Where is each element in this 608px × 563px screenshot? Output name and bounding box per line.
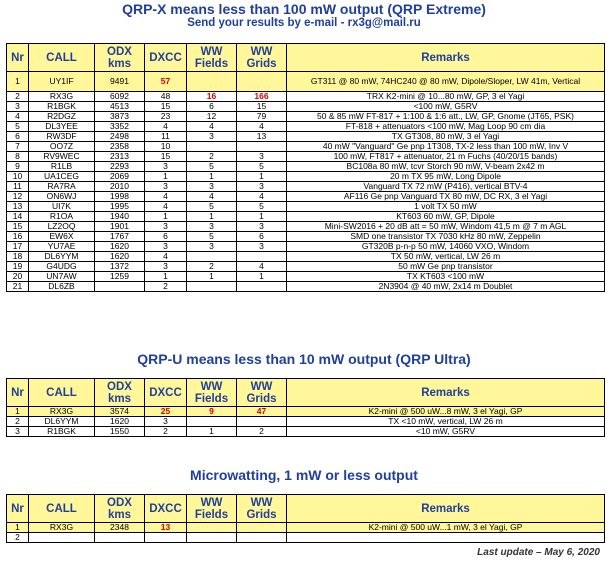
table-cell: 166 bbox=[237, 92, 287, 102]
table-cell: 3 bbox=[145, 222, 187, 232]
table-cell: 21 bbox=[7, 282, 29, 292]
table-cell: TX <10 mW, vertical, LW 26 m bbox=[287, 417, 605, 427]
table-cell: 1 bbox=[237, 212, 287, 222]
column-header: ODX kms bbox=[95, 495, 145, 523]
table-cell: 5 bbox=[237, 202, 287, 212]
table-cell: 3 bbox=[237, 242, 287, 252]
table-cell: 2 bbox=[7, 417, 29, 427]
table-cell: 57 bbox=[145, 72, 187, 92]
table-cell: 2 bbox=[7, 92, 29, 102]
table-row bbox=[7, 162, 605, 172]
table-cell: 2358 bbox=[95, 142, 145, 152]
table-cell: 15 bbox=[237, 102, 287, 112]
column-header: WW Grids bbox=[237, 44, 287, 72]
table-cell: 2348 bbox=[95, 523, 145, 533]
table-cell: 1 bbox=[145, 272, 187, 282]
table-row bbox=[7, 182, 605, 192]
table-cell: 4 bbox=[187, 192, 237, 202]
column-header: ODX kms bbox=[95, 44, 145, 72]
table-row bbox=[7, 417, 605, 427]
table-cell: R1OA bbox=[29, 212, 95, 222]
table-cell bbox=[29, 533, 95, 543]
table-cell: 4 bbox=[145, 192, 187, 202]
table-cell bbox=[187, 533, 237, 543]
table-cell: 13 bbox=[145, 523, 187, 533]
column-header: CALL bbox=[29, 495, 95, 523]
table-cell: Mini-SW2016 + 20 dB att = 50 mW, Windom 41,5 m @ 7 m AGL bbox=[287, 222, 605, 232]
table-cell: 12 bbox=[7, 192, 29, 202]
table-cell: 2069 bbox=[95, 172, 145, 182]
table-cell: 3 bbox=[145, 162, 187, 172]
table-cell: 15 bbox=[7, 222, 29, 232]
table-cell: EW6X bbox=[29, 232, 95, 242]
table-cell: 1767 bbox=[95, 232, 145, 242]
table-cell bbox=[287, 533, 605, 543]
table-cell: 2293 bbox=[95, 162, 145, 172]
table-cell bbox=[237, 523, 287, 533]
table-cell bbox=[237, 142, 287, 152]
table-cell bbox=[95, 282, 145, 292]
table-cell: 1 volt TX 50 mW bbox=[287, 202, 605, 212]
table-cell: 6 bbox=[7, 132, 29, 142]
table-cell: 1620 bbox=[95, 252, 145, 262]
table-cell: 5 bbox=[187, 232, 237, 242]
table-cell: 23 bbox=[145, 112, 187, 122]
column-header: DXCC bbox=[145, 44, 187, 72]
table-cell: 1 bbox=[145, 212, 187, 222]
table-cell: G4UDG bbox=[29, 262, 95, 272]
table-cell: 3 bbox=[7, 427, 29, 437]
table-row bbox=[7, 523, 605, 533]
table-row bbox=[7, 112, 605, 122]
table-row bbox=[7, 407, 605, 417]
table-cell: 8 bbox=[7, 152, 29, 162]
table-cell: K2-mini @ 500 uW...1 mW, 3 el Yagi, GP bbox=[287, 523, 605, 533]
table-cell: 2 bbox=[145, 427, 187, 437]
table-cell: 2313 bbox=[95, 152, 145, 162]
table-cell: 15 bbox=[145, 102, 187, 112]
table-cell bbox=[187, 523, 237, 533]
table-cell: TRX K2-mini @ 10...80 mW, GP, 3 el Yagi bbox=[287, 92, 605, 102]
table-cell: 1 bbox=[7, 407, 29, 417]
table-cell: 5 bbox=[187, 162, 237, 172]
column-header: Remarks bbox=[287, 495, 605, 523]
table-row bbox=[7, 172, 605, 182]
table-cell: 5 bbox=[187, 202, 237, 212]
table-cell: BC108a 80 mW, tcvr Storch 90 mW, V-beam 2x42 m bbox=[287, 162, 605, 172]
table-cell: 20 bbox=[7, 272, 29, 282]
table-cell: 5 bbox=[7, 122, 29, 132]
table-cell: 3873 bbox=[95, 112, 145, 122]
table-cell: UI7K bbox=[29, 202, 95, 212]
table-cell: 2 bbox=[7, 533, 29, 543]
table-cell: 3 bbox=[7, 102, 29, 112]
table-cell: 9 bbox=[187, 407, 237, 417]
table-cell: UA1CEG bbox=[29, 172, 95, 182]
table-cell: 4 bbox=[145, 252, 187, 262]
column-header: Nr bbox=[7, 44, 29, 72]
header-row bbox=[7, 44, 605, 72]
table-cell: 4513 bbox=[95, 102, 145, 112]
table-cell: 4 bbox=[7, 112, 29, 122]
table-cell: YU7AE bbox=[29, 242, 95, 252]
qrpu-table bbox=[6, 378, 605, 437]
qrpu-title: QRP-U means less than 10 mW output (QRP Ultra) bbox=[137, 351, 471, 367]
table-cell: 12 bbox=[187, 112, 237, 122]
column-header: WW Fields bbox=[187, 379, 237, 407]
last-update: Last update – May 6, 2020 bbox=[477, 547, 600, 558]
table-cell: 47 bbox=[237, 407, 287, 417]
table-cell: 3574 bbox=[95, 407, 145, 417]
table-cell: 1 bbox=[187, 272, 237, 282]
table-cell: TX GT308, 80 mW, 3 el Yagi bbox=[287, 132, 605, 142]
table-row bbox=[7, 262, 605, 272]
table-cell: 50 & 85 mW FT-817 + 1:100 & 1:6 att., LW, GP, Gnome (JT65, PSK) bbox=[287, 112, 605, 122]
qrpx-subtitle: Send your results by e-mail - rx3g@mail.ru bbox=[187, 17, 421, 29]
table-cell: 9 bbox=[7, 162, 29, 172]
table-cell: DL6ZB bbox=[29, 282, 95, 292]
table-cell: 2498 bbox=[95, 132, 145, 142]
table-cell bbox=[237, 252, 287, 262]
table-cell: 48 bbox=[145, 92, 187, 102]
table-cell: R2DGZ bbox=[29, 112, 95, 122]
table-cell: Vanguard TX 72 mW (P416), vertical BTV-4 bbox=[287, 182, 605, 192]
table-row bbox=[7, 222, 605, 232]
table-cell: 15 bbox=[145, 152, 187, 162]
table-cell: 1995 bbox=[95, 202, 145, 212]
table-cell bbox=[187, 142, 237, 152]
table-cell: TX KT603 <100 mW bbox=[287, 272, 605, 282]
table-cell: 1 bbox=[237, 272, 287, 282]
table-cell: RW3DF bbox=[29, 132, 95, 142]
table-cell: 4 bbox=[237, 122, 287, 132]
table-cell: 50 mW Ge pnp transistor bbox=[287, 262, 605, 272]
table-cell: 10 bbox=[7, 172, 29, 182]
table-cell: UY1IF bbox=[29, 72, 95, 92]
table-cell: <10 mW, G5RV bbox=[287, 427, 605, 437]
table-cell: 3 bbox=[145, 262, 187, 272]
column-header: ODX kms bbox=[95, 379, 145, 407]
table-cell: AF116 Ge pnp Vanguard TX 80 mW, DC RX, 3 el Yagi bbox=[287, 192, 605, 202]
table-cell: 2 bbox=[187, 152, 237, 162]
table-cell: OO7Z bbox=[29, 142, 95, 152]
table-cell: 3 bbox=[237, 152, 287, 162]
micro-table bbox=[6, 494, 605, 543]
table-cell: 3 bbox=[145, 182, 187, 192]
table-cell: 1998 bbox=[95, 192, 145, 202]
table-cell: 2N3904 @ 40 mW, 2x14 m Doublet bbox=[287, 282, 605, 292]
table-cell: RX3G bbox=[29, 407, 95, 417]
column-header: Nr bbox=[7, 495, 29, 523]
column-header: DXCC bbox=[145, 495, 187, 523]
table-cell: FT-818 + attenuators <100 mW, Mag Loop 90 cm dia bbox=[287, 122, 605, 132]
table-cell: UN7AW bbox=[29, 272, 95, 282]
table-row bbox=[7, 232, 605, 242]
table-cell: 100 mW, FT817 + attenuator, 21 m Fuchs (40/20/15 bands) bbox=[287, 152, 605, 162]
table-row bbox=[7, 132, 605, 142]
table-cell: R1BGK bbox=[29, 102, 95, 112]
table-cell: 5 bbox=[237, 162, 287, 172]
qrpx-title: QRP-X means less than 100 mW output (QRP Extreme) bbox=[122, 1, 486, 17]
table-cell: 4 bbox=[187, 122, 237, 132]
table-cell: 4 bbox=[237, 262, 287, 272]
table-cell bbox=[237, 417, 287, 427]
table-row bbox=[7, 72, 605, 92]
table-cell: 3 bbox=[237, 222, 287, 232]
column-header: WW Fields bbox=[187, 44, 237, 72]
table-cell: 1 bbox=[145, 172, 187, 182]
table-row bbox=[7, 152, 605, 162]
table-cell: SMD one transistor TX 7030 kHz 80 mW, Zeppelin bbox=[287, 232, 605, 242]
table-cell: 2 bbox=[187, 262, 237, 272]
table-row bbox=[7, 242, 605, 252]
table-cell: TX 50 mW, vertical, LW 26 m bbox=[287, 252, 605, 262]
table-cell: RA7RA bbox=[29, 182, 95, 192]
table-cell: 17 bbox=[7, 242, 29, 252]
table-cell: 9491 bbox=[95, 72, 145, 92]
table-row bbox=[7, 202, 605, 212]
table-cell: 18 bbox=[7, 252, 29, 262]
table-cell bbox=[187, 417, 237, 427]
table-cell: <100 mW, G5RV bbox=[287, 102, 605, 112]
table-cell: 4 bbox=[237, 192, 287, 202]
table-row bbox=[7, 142, 605, 152]
table-cell: 1620 bbox=[95, 417, 145, 427]
table-cell: KT603 60 mW, GP, Dipole bbox=[287, 212, 605, 222]
table-cell: K2-mini @ 500 uW...8 mW, 3 el Yagi, GP bbox=[287, 407, 605, 417]
table-cell: 6 bbox=[145, 232, 187, 242]
column-header: WW Fields bbox=[187, 495, 237, 523]
table-cell: 3 bbox=[237, 182, 287, 192]
table-row bbox=[7, 122, 605, 132]
table-cell: 11 bbox=[7, 182, 29, 192]
table-cell: R1BGK bbox=[29, 427, 95, 437]
table-cell: GT311 @ 80 mW, 74HC240 @ 80 mW, Dipole/Sloper, LW 41m, Vertical bbox=[287, 72, 605, 92]
table-cell: 3 bbox=[145, 242, 187, 252]
table-cell: 16 bbox=[187, 92, 237, 102]
table-row bbox=[7, 92, 605, 102]
table-cell: 3 bbox=[187, 222, 237, 232]
table-cell bbox=[237, 282, 287, 292]
table-cell: 1 bbox=[187, 172, 237, 182]
column-header: CALL bbox=[29, 379, 95, 407]
table-cell bbox=[237, 72, 287, 92]
table-cell: RV9WEC bbox=[29, 152, 95, 162]
table-cell: 1901 bbox=[95, 222, 145, 232]
table-cell: GT320B p-n-p 50 mW, 14060 VXO, Windom bbox=[287, 242, 605, 252]
table-cell: 1 bbox=[187, 427, 237, 437]
table-cell: 10 bbox=[145, 142, 187, 152]
micro-title: Microwatting, 1 mW or less output bbox=[190, 467, 418, 483]
table-cell: 1620 bbox=[95, 242, 145, 252]
table-cell: 14 bbox=[7, 212, 29, 222]
table-cell: 1550 bbox=[95, 427, 145, 437]
table-cell: 20 m TX 95 mW, Long Dipole bbox=[287, 172, 605, 182]
column-header: CALL bbox=[29, 44, 95, 72]
table-cell: 3352 bbox=[95, 122, 145, 132]
qrpx-table bbox=[6, 43, 605, 292]
table-cell bbox=[187, 72, 237, 92]
table-cell bbox=[187, 282, 237, 292]
table-cell: 1 bbox=[237, 172, 287, 182]
table-cell bbox=[95, 533, 145, 543]
column-header: WW Grids bbox=[237, 495, 287, 523]
table-cell: 19 bbox=[7, 262, 29, 272]
table-cell: DL6YYM bbox=[29, 417, 95, 427]
table-cell: 3 bbox=[187, 182, 237, 192]
table-row bbox=[7, 192, 605, 202]
table-row bbox=[7, 102, 605, 112]
column-header: WW Grids bbox=[237, 379, 287, 407]
table-cell: 1259 bbox=[95, 272, 145, 282]
table-cell: DL6YYM bbox=[29, 252, 95, 262]
table-cell: 1 bbox=[7, 523, 29, 533]
table-cell: ON6WJ bbox=[29, 192, 95, 202]
table-cell bbox=[187, 252, 237, 262]
table-cell: 16 bbox=[7, 232, 29, 242]
table-cell: 25 bbox=[145, 407, 187, 417]
table-cell: 6092 bbox=[95, 92, 145, 102]
table-cell: 1 bbox=[7, 72, 29, 92]
column-header: Remarks bbox=[287, 379, 605, 407]
table-row bbox=[7, 533, 605, 543]
table-cell: 3 bbox=[145, 417, 187, 427]
header-row bbox=[7, 379, 605, 407]
table-row bbox=[7, 427, 605, 437]
table-cell: 40 mW "Vanguard" Ge pnp 1T308, TX-2 less than 100 mW, Inv V bbox=[287, 142, 605, 152]
table-cell: 2 bbox=[145, 282, 187, 292]
table-cell: 4 bbox=[145, 122, 187, 132]
table-cell: 79 bbox=[237, 112, 287, 122]
table-row bbox=[7, 252, 605, 262]
table-cell: 3 bbox=[187, 242, 237, 252]
table-cell: 3 bbox=[187, 132, 237, 142]
table-cell: 4 bbox=[145, 202, 187, 212]
table-cell: 2010 bbox=[95, 182, 145, 192]
column-header: Nr bbox=[7, 379, 29, 407]
table-cell: 13 bbox=[7, 202, 29, 212]
table-cell: RX3G bbox=[29, 523, 95, 533]
table-cell: 11 bbox=[145, 132, 187, 142]
table-cell: 1 bbox=[187, 212, 237, 222]
table-cell: RX3G bbox=[29, 92, 95, 102]
table-cell: DL3YEE bbox=[29, 122, 95, 132]
table-cell: 6 bbox=[237, 232, 287, 242]
table-row bbox=[7, 272, 605, 282]
column-header: DXCC bbox=[145, 379, 187, 407]
table-row bbox=[7, 212, 605, 222]
table-cell: LZ2OQ bbox=[29, 222, 95, 232]
header-row bbox=[7, 495, 605, 523]
table-cell: 7 bbox=[7, 142, 29, 152]
table-cell bbox=[237, 533, 287, 543]
table-cell: R1LB bbox=[29, 162, 95, 172]
table-cell: 1372 bbox=[95, 262, 145, 272]
table-cell: 2 bbox=[237, 427, 287, 437]
table-row bbox=[7, 282, 605, 292]
table-cell bbox=[145, 533, 187, 543]
column-header: Remarks bbox=[287, 44, 605, 72]
table-cell: 13 bbox=[237, 132, 287, 142]
table-cell: 6 bbox=[187, 102, 237, 112]
table-cell: 1940 bbox=[95, 212, 145, 222]
